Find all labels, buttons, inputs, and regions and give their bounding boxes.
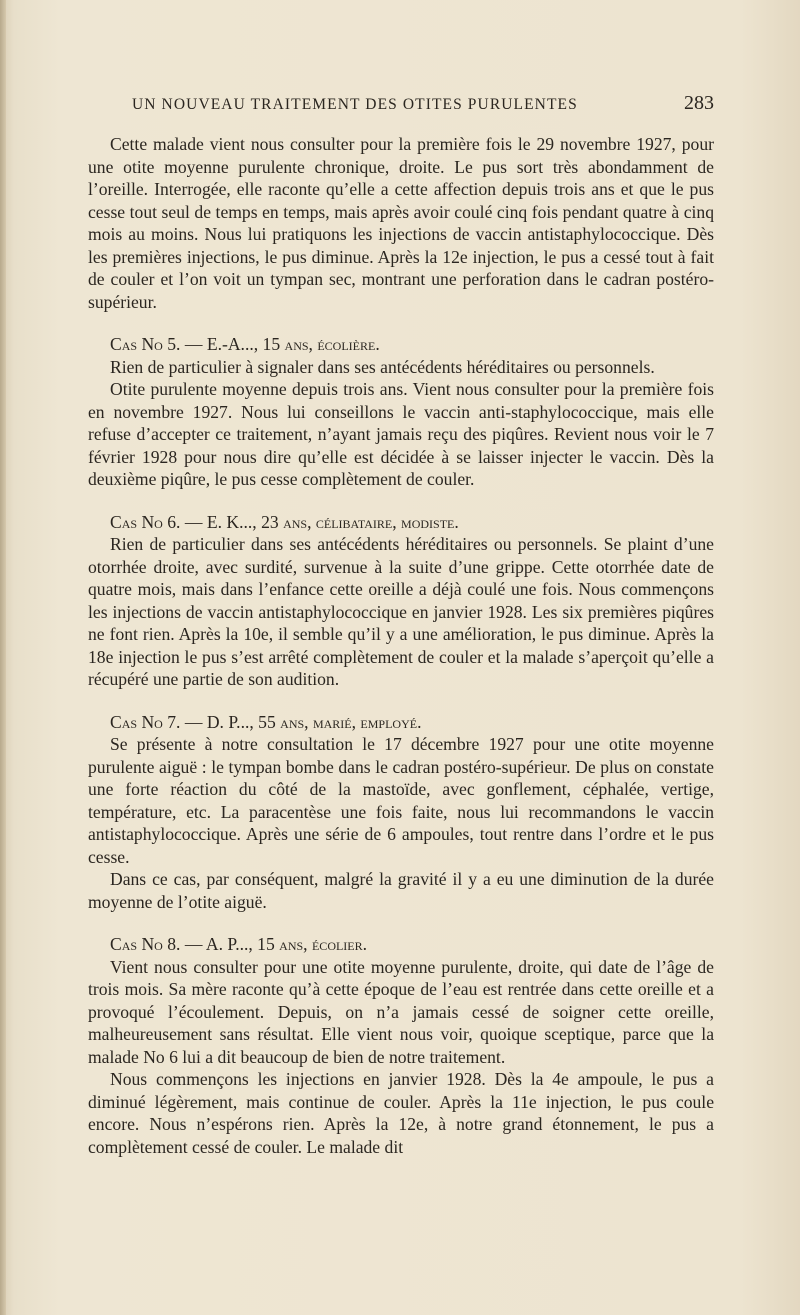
case-7-paragraph-1: Se présente à notre consultation le 17 décembre 1927 pour une otite moyenne purulente aiguë : le tympan bombe dans le cadran postéro-supérieur. De plus on constate une forte réaction du côté de la mastoïde, avec gonflement, céphalée, vertige, température, etc. La paracentèse une fois faite, nous lui recommandons le vaccin antistaphylococcique. Après une série de 6 ampoules, tout rentre dans l’ordre et le pus cesse. <box>88 734 714 867</box>
case-5-heading: Cas No 5. — E.-A..., 15 ans, écolière. <box>110 334 380 354</box>
case-8-paragraph-1: Vient nous consulter pour une otite moyenne purulente, droite, qui date de l’âge de trois mois. Sa mère raconte qu’à cette époque de l’eau est rentrée dans cette oreille et a provoqué l’écoulement. Depuis, on n’a jamais cessé de soigner cette oreille, malheureusement sans résultat. Elle vient nous voir, quoique sceptique, parce que la malade No 6 lui a dit beaucoup de bien de notre traitement. <box>88 956 714 1067</box>
body-text <box>88 133 714 1158</box>
case-7-paragraph-2: Dans ce cas, par conséquent, malgré la gravité il y a eu une diminution de la durée moyenne de l’otite aiguë. <box>88 869 714 912</box>
case-6-paragraph-1: Rien de particulier dans ses antécédents héréditaires ou personnels. Se plaint d’une otorrhée droite, avec surdité, survenue à la suite d’une grippe. Cette otorrhée date de quatre mois, mais dans l’enfance cette oreille a déjà coulé une fois. Nous commençons les injections de vaccin antistaphylococcique en janvier 1928. Les six premières piqûres ne font rien. Après la 10e, il semble qu’il y a une amélioration, le pus diminue. Après la 18e injection le pus s’est arrêté complètement de couler et la malade s’aperçoit qu’elle a récupéré une partie de son audition. <box>88 534 714 689</box>
case-6-heading: Cas No 6. — E. K..., 23 ans, célibataire, modiste. <box>110 511 459 532</box>
page-spine-shadow <box>0 0 6 1315</box>
case-8-heading: Cas No 8. — A. P..., 15 ans, écolier. <box>110 934 368 954</box>
page-number: 283 <box>684 92 714 114</box>
case-5-paragraph-2: Otite purulente moyenne depuis trois ans. Vient nous consulter pour la première fois en novembre 1927. Nous lui conseillons le vaccin anti-staphylococcique, mais elle refuse d’accepter ce traitement, n’ayant jamais reçu des piqûres. Revient nous voir le 7 février 1928 pour nous dire qu’elle est décidée à se laisser injecter le vaccin. Dès la deuxième piqûre, le pus cesse complètement de couler. <box>88 379 714 489</box>
running-title: UN NOUVEAU TRAITEMENT DES OTITES PURULENTES <box>132 96 578 113</box>
case-8-paragraph-2: Nous commençons les injections en janvier 1928. Dès la 4e ampoule, le pus a diminué légèrement, mais continue de couler. Après la 11e injection, le pus coule encore. Nous n’espérons rien. Après la 12e, à notre grand étonnement, le pus a complètement cessé de couler. Le malade dit <box>88 1069 714 1157</box>
paragraph-case4-continued: Cette malade vient nous consulter pour la première fois le 29 novembre 1927, pour une otite moyenne purulente chronique, droite. Le pus sort très abondamment de l’oreille. Interrogée, elle raconte qu’elle a cette affection depuis trois ans et que le pus cesse tout seul de temps en temps, mais après avoir coulé cinq fois pendant quatre à cinq mois au moins. Nous lui pratiquons les injections de vaccin antistaphylococcique. Dès les premières injections, le pus diminue. Après la 12e injection, le pus a cessé tout à fait de couler et l’on voit un tympan sec, montrant une perforation dans le cadran postéro-supérieur. <box>88 134 714 312</box>
running-header <box>132 92 714 120</box>
case-7-heading: Cas No 7. — D. P..., 55 ans, marié, employé. <box>110 711 422 732</box>
case-5-paragraph-1: Rien de particulier à signaler dans ses antécédents héréditaires ou personnels. <box>110 356 655 377</box>
